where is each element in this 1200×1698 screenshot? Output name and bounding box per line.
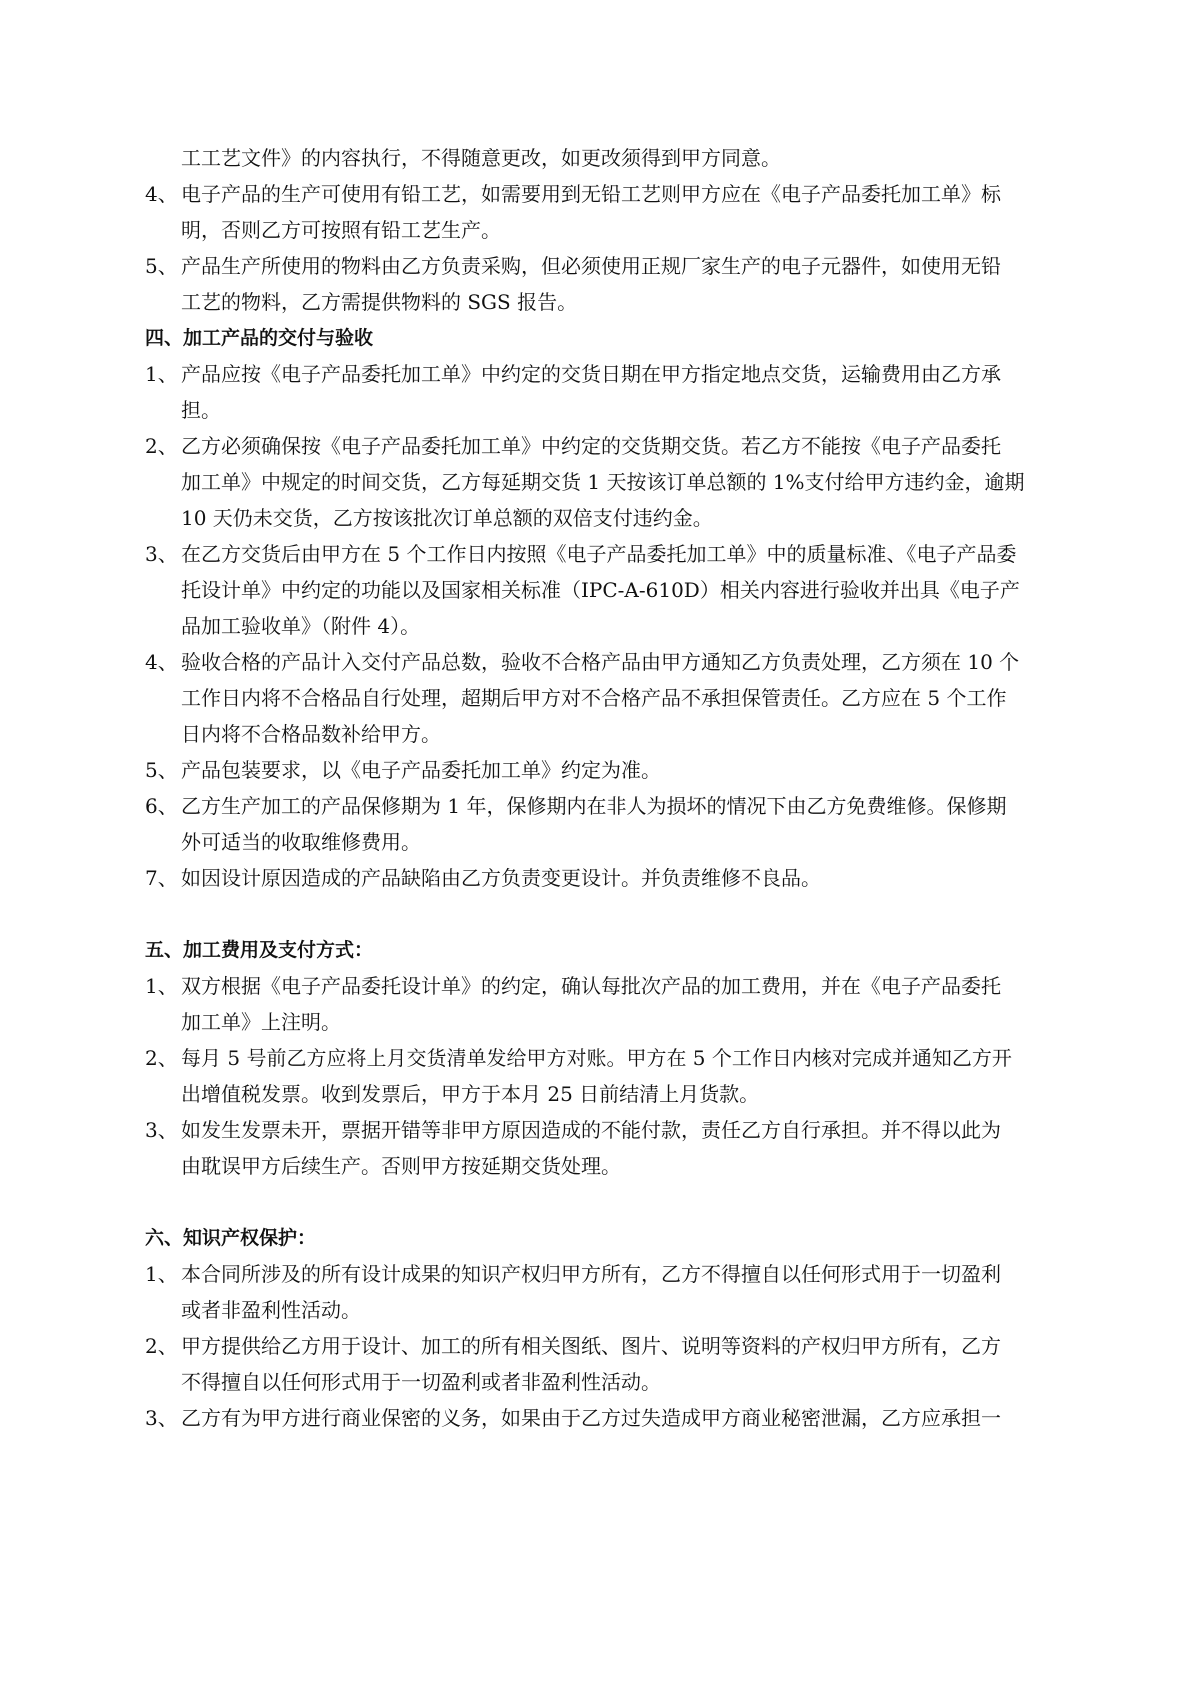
list-item bbox=[145, 1112, 1060, 1184]
list-item-number: 2、 bbox=[145, 1046, 178, 1070]
list-item-first-line bbox=[145, 428, 1060, 464]
list-item-number: 2、 bbox=[145, 1334, 178, 1358]
list-item-first-line bbox=[145, 1400, 1060, 1436]
list-item-first-line bbox=[145, 1040, 1060, 1076]
list-item-number: 7、 bbox=[145, 866, 178, 890]
list-item-text: 10 天仍未交货，乙方按该批次订单总额的双倍支付违约金。 bbox=[181, 506, 713, 530]
list-item-text: 产品包装要求，以《电子产品委托加工单》约定为准。 bbox=[181, 758, 661, 782]
list-item-first-line bbox=[145, 1256, 1060, 1292]
list-item bbox=[145, 752, 1060, 788]
continuation-line: 工工艺文件》的内容执行，不得随意更改，如更改须得到甲方同意。 bbox=[181, 146, 781, 170]
list-item-text: 外可适当的收取维修费用。 bbox=[181, 830, 421, 854]
list-item-continuation-line bbox=[145, 1292, 1060, 1328]
list-item-text: 或者非盈利性活动。 bbox=[181, 1298, 361, 1322]
list-item-text: 托设计单》中约定的功能以及国家相关标准（IPC-A-610D）相关内容进行验收并出具《电子产 bbox=[181, 578, 1020, 602]
list-item bbox=[145, 788, 1060, 860]
list-item-continuation-line bbox=[145, 1148, 1060, 1184]
list-item-continuation-line bbox=[145, 212, 1060, 248]
list-item-text: 乙方有为甲方进行商业保密的义务，如果由于乙方过失造成甲方商业秘密泄漏，乙方应承担一 bbox=[181, 1406, 1001, 1430]
list-item-text: 不得擅自以任何形式用于一切盈利或者非盈利性活动。 bbox=[181, 1370, 661, 1394]
list-item bbox=[145, 536, 1060, 644]
list-item bbox=[145, 356, 1060, 428]
list-item-text: 产品应按《电子产品委托加工单》中约定的交货日期在甲方指定地点交货，运输费用由乙方承 bbox=[181, 362, 1001, 386]
list-item-text: 本合同所涉及的所有设计成果的知识产权归甲方所有，乙方不得擅自以任何形式用于一切盈利 bbox=[181, 1262, 1001, 1286]
list-item-number: 3、 bbox=[145, 542, 178, 566]
list-item bbox=[145, 176, 1060, 248]
spacer bbox=[145, 896, 1060, 932]
list-item bbox=[145, 1040, 1060, 1112]
list-item-text: 在乙方交货后由甲方在 5 个工作日内按照《电子产品委托加工单》中的质量标准、《电子产品委 bbox=[181, 542, 1017, 566]
list-item-first-line bbox=[145, 788, 1060, 824]
list-item-number: 4、 bbox=[145, 182, 178, 206]
list-item-continuation-line bbox=[145, 464, 1060, 500]
list-item-continuation-line bbox=[145, 680, 1060, 716]
list-item-text: 电子产品的生产可使用有铅工艺，如需要用到无铅工艺则甲方应在《电子产品委托加工单》标 bbox=[181, 182, 1001, 206]
list-item-text: 明，否则乙方可按照有铅工艺生产。 bbox=[181, 218, 501, 242]
list-item-text: 加工单》上注明。 bbox=[181, 1010, 341, 1034]
list-item bbox=[145, 1328, 1060, 1400]
list-item-first-line bbox=[145, 356, 1060, 392]
list-item bbox=[145, 1256, 1060, 1328]
list-item-text: 每月 5 号前乙方应将上月交货清单发给甲方对账。甲方在 5 个工作日内核对完成并通知乙方开 bbox=[181, 1046, 1012, 1070]
list-item-first-line bbox=[145, 536, 1060, 572]
section6-title: 六、知识产权保护： bbox=[145, 1227, 317, 1249]
list-item-text: 日内将不合格品数补给甲方。 bbox=[181, 722, 441, 746]
list-item-first-line bbox=[145, 752, 1060, 788]
list-item bbox=[145, 968, 1060, 1040]
list-item-text: 如因设计原因造成的产品缺陷由乙方负责变更设计。并负责维修不良品。 bbox=[181, 866, 821, 890]
list-item-continuation-line bbox=[145, 572, 1060, 608]
list-item bbox=[145, 644, 1060, 752]
list-item-text: 出增值税发票。收到发票后，甲方于本月 25 日前结清上月货款。 bbox=[181, 1082, 760, 1106]
list-item-text: 品加工验收单》（附件 4）。 bbox=[181, 614, 421, 638]
list-item-continuation-line bbox=[145, 500, 1060, 536]
list-item-text: 担。 bbox=[181, 398, 221, 422]
list-item-number: 4、 bbox=[145, 650, 178, 674]
list-item-text: 双方根据《电子产品委托设计单》的约定，确认每批次产品的加工费用，并在《电子产品委托 bbox=[181, 974, 1001, 998]
list-item-text: 由耽误甲方后续生产。否则甲方按延期交货处理。 bbox=[181, 1154, 621, 1178]
list-item-first-line bbox=[145, 176, 1060, 212]
list-item-number: 3、 bbox=[145, 1118, 178, 1142]
list-item bbox=[145, 428, 1060, 536]
list-item-text: 甲方提供给乙方用于设计、加工的所有相关图纸、图片、说明等资料的产权归甲方所有，乙方 bbox=[181, 1334, 1001, 1358]
list-item bbox=[145, 248, 1060, 320]
list-item-number: 1、 bbox=[145, 1262, 178, 1286]
list-item-text: 验收合格的产品计入交付产品总数，验收不合格产品由甲方通知乙方负责处理，乙方须在 10 个 bbox=[181, 650, 1020, 674]
list-item-continuation-line bbox=[145, 1076, 1060, 1112]
list-item-first-line bbox=[145, 1328, 1060, 1364]
list-item-continuation-line bbox=[145, 824, 1060, 860]
list-item-number: 5、 bbox=[145, 254, 178, 278]
list-item-first-line bbox=[145, 248, 1060, 284]
list-item-text: 工艺的物料，乙方需提供物料的 SGS 报告。 bbox=[181, 290, 578, 314]
section4-title: 四、加工产品的交付与验收 bbox=[145, 327, 374, 349]
list-item-continuation-line bbox=[145, 284, 1060, 320]
list-item bbox=[145, 1400, 1060, 1436]
list-item-text: 加工单》中规定的时间交货，乙方每延期交货 1 天按该订单总额的 1%支付给甲方违约金，逾期 bbox=[181, 470, 1025, 494]
list-item-text: 工作日内将不合格品自行处理，超期后甲方对不合格产品不承担保管责任。乙方应在 5 个工作 bbox=[181, 686, 1007, 710]
list-item-first-line bbox=[145, 1112, 1060, 1148]
section5-title: 五、加工费用及支付方式： bbox=[145, 939, 374, 961]
list-item-continuation-line bbox=[145, 1004, 1060, 1040]
list-item-text: 乙方生产加工的产品保修期为 1 年，保修期内在非人为损坏的情况下由乙方免费维修。保修期 bbox=[181, 794, 1007, 818]
list-item-number: 2、 bbox=[145, 434, 178, 458]
section6-list bbox=[145, 1256, 1060, 1436]
list-item-first-line bbox=[145, 860, 1060, 896]
list-item-number: 5、 bbox=[145, 758, 178, 782]
section4-list bbox=[145, 356, 1060, 896]
section3-list bbox=[145, 176, 1060, 320]
list-item-text: 乙方必须确保按《电子产品委托加工单》中约定的交货期交货。若乙方不能按《电子产品委托 bbox=[181, 434, 1001, 458]
list-item-continuation-line bbox=[145, 608, 1060, 644]
section5-list bbox=[145, 968, 1060, 1184]
list-item-number: 3、 bbox=[145, 1406, 178, 1430]
list-item-number: 6、 bbox=[145, 794, 178, 818]
list-item-number: 1、 bbox=[145, 974, 178, 998]
list-item bbox=[145, 860, 1060, 896]
list-item-number: 1、 bbox=[145, 362, 178, 386]
list-item-continuation-line bbox=[145, 392, 1060, 428]
list-item-continuation-line bbox=[145, 716, 1060, 752]
list-item-continuation-line bbox=[145, 1364, 1060, 1400]
spacer bbox=[145, 1184, 1060, 1220]
list-item-text: 如发生发票未开，票据开错等非甲方原因造成的不能付款，责任乙方自行承担。并不得以此为 bbox=[181, 1118, 1001, 1142]
list-item-first-line bbox=[145, 644, 1060, 680]
list-item-first-line bbox=[145, 968, 1060, 1004]
list-item-text: 产品生产所使用的物料由乙方负责采购，但必须使用正规厂家生产的电子元器件，如使用无铅 bbox=[181, 254, 1001, 278]
